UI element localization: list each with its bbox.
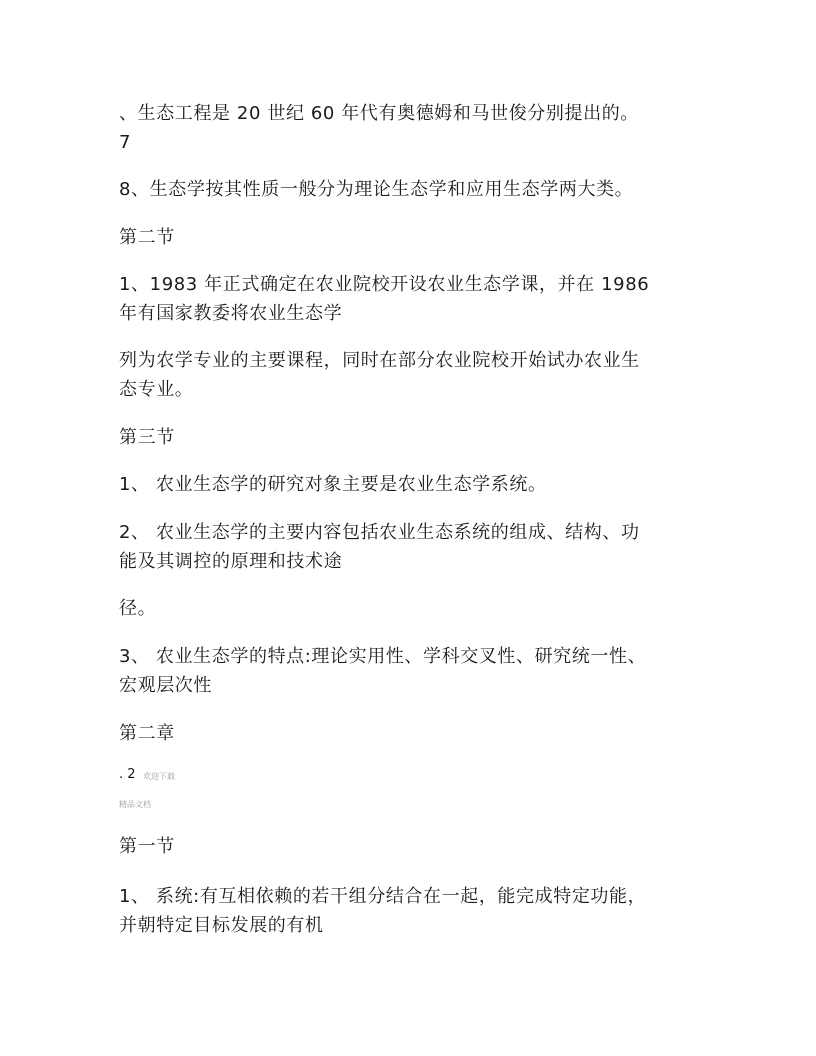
text-line: 能及其调控的原理和技术途 [119, 551, 343, 572]
text-line: 态专业。 [119, 379, 194, 400]
text-line: 2、 农业生态学的主要内容包括农业生态系统的组成、结构、功 [119, 522, 640, 543]
text-line: 1、 系统:有互相依赖的若干组分结合在一起，能完成特定功能， [119, 886, 647, 907]
text-line: 1、1983 年正式确定在农业院校开设农业生态学课，并在 1986 [119, 274, 650, 295]
text-line: 年有国家教委将农业生态学 [119, 303, 343, 324]
section-heading: 第二节 [119, 227, 175, 248]
section-heading: 第三节 [119, 427, 175, 448]
text-line: 1、 农业生态学的研究对象主要是农业生态学系统。 [119, 474, 547, 495]
text-line: 径。 [119, 598, 157, 619]
welcome-watermark: 欢迎下载 [143, 772, 175, 781]
text-line: 宏观层次性 [119, 675, 212, 696]
text-line: 3、 农业生态学的特点:理论实用性、学科交叉性、研究统一性、 [119, 646, 647, 667]
text-line: 并朝特定目标发展的有机 [119, 915, 324, 936]
section-heading: 第一节 [119, 836, 175, 857]
quality-watermark: 精品文档 [119, 800, 151, 809]
text-line: 7 [119, 132, 132, 153]
text-line: 、生态工程是 20 世纪 60 年代有奥德姆和马世俊分别提出的。 [119, 103, 639, 124]
page-number-mark: . 2 [119, 767, 136, 782]
text-line: 8、生态学按其性质一般分为理论生态学和应用生态学两大类。 [119, 179, 634, 200]
chapter-heading: 第二章 [119, 723, 175, 744]
text-line: 列为农学专业的主要课程，同时在部分农业院校开始试办农业生 [119, 350, 640, 371]
